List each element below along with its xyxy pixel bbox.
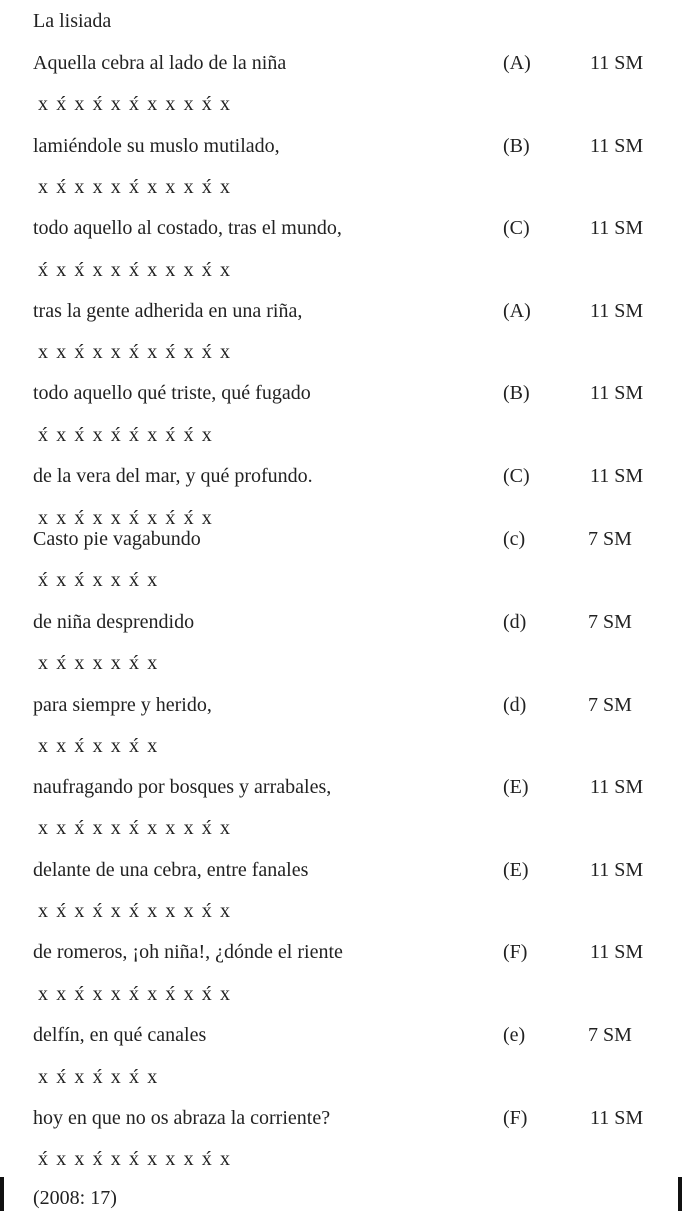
meter-label: 11 SM — [590, 135, 644, 157]
poem-title: La lisiada — [33, 10, 112, 32]
meter-label: 11 SM — [590, 300, 644, 322]
verse-line — [0, 463, 682, 489]
rhyme-label: (A) — [503, 300, 531, 322]
verse-text: todo aquello al costado, tras el mundo, — [33, 217, 342, 239]
verse-text: delfín, en qué canales — [33, 1024, 207, 1046]
rhyme-label: (F) — [503, 941, 528, 963]
verse-line — [0, 939, 682, 965]
rhyme-label: (d) — [503, 611, 527, 633]
verse-line — [0, 692, 682, 718]
verse-line — [0, 857, 682, 883]
scansion-pattern: x x́ x x x x́ x — [38, 652, 159, 674]
rhyme-label: (F) — [503, 1107, 528, 1129]
scansion-pattern: x x x́ x x x́ x x x x́ x — [38, 817, 232, 839]
rhyme-label: (E) — [503, 859, 529, 881]
scansion-pattern: x x x́ x x x́ x x́ x́ x — [38, 507, 214, 529]
verse-line — [0, 1105, 682, 1131]
verse-line — [0, 1022, 682, 1048]
rhyme-label: (C) — [503, 217, 530, 239]
scansion-pattern: x x́ x x́ x x́ x — [38, 1066, 159, 1088]
scansion-pattern: x x x́ x x x́ x x́ x x́ x — [38, 341, 232, 363]
meter-label: 7 SM — [588, 694, 632, 716]
scansion-pattern: x́ x x́ x x́ x́ x x́ x́ x — [38, 424, 214, 446]
verse-line — [0, 526, 682, 552]
scansion-pattern: x x́ x x́ x x́ x x x x́ x — [38, 93, 232, 115]
verse-text: tras la gente adherida en una riña, — [33, 300, 303, 322]
verse-line — [0, 774, 682, 800]
meter-label: 11 SM — [590, 52, 644, 74]
meter-label: 7 SM — [588, 1024, 632, 1046]
verse-text: delante de una cebra, entre fanales — [33, 859, 309, 881]
verse-text: de romeros, ¡oh niña!, ¿dónde el riente — [33, 941, 343, 963]
rhyme-label: (d) — [503, 694, 527, 716]
verse-text: para siempre y herido, — [33, 694, 212, 716]
left-margin-bar — [0, 1177, 4, 1211]
rhyme-label: (A) — [503, 52, 531, 74]
verse-line — [0, 298, 682, 324]
meter-label: 11 SM — [590, 217, 644, 239]
meter-label: 11 SM — [590, 941, 644, 963]
right-margin-bar — [678, 1177, 682, 1211]
meter-label: 11 SM — [590, 465, 644, 487]
verse-line — [0, 380, 682, 406]
verse-text: hoy en que no os abraza la corriente? — [33, 1107, 331, 1129]
verse-text: Casto pie vagabundo — [33, 528, 201, 550]
verse-text: naufragando por bosques y arrabales, — [33, 776, 332, 798]
verse-line — [0, 133, 682, 159]
verse-text: de la vera del mar, y qué profundo. — [33, 465, 313, 487]
meter-label: 11 SM — [590, 1107, 644, 1129]
scansion-pattern: x x́ x x́ x x́ x x x x́ x — [38, 900, 232, 922]
verse-text: todo aquello qué triste, qué fugado — [33, 382, 311, 404]
verse-text: Aquella cebra al lado de la niña — [33, 52, 287, 74]
meter-label: 11 SM — [590, 859, 644, 881]
citation: (2008: 17) — [33, 1187, 117, 1209]
meter-label: 7 SM — [588, 611, 632, 633]
rhyme-label: (B) — [503, 135, 530, 157]
scansion-pattern: x x́ x x x x́ x x x x́ x — [38, 176, 232, 198]
verse-line — [0, 50, 682, 76]
rhyme-label: (e) — [503, 1024, 526, 1046]
verse-line — [0, 609, 682, 635]
meter-label: 11 SM — [590, 382, 644, 404]
meter-label: 11 SM — [590, 776, 644, 798]
meter-label: 7 SM — [588, 528, 632, 550]
verse-text: lamiéndole su muslo mutilado, — [33, 135, 280, 157]
rhyme-label: (E) — [503, 776, 529, 798]
rhyme-label: (C) — [503, 465, 530, 487]
scansion-pattern: x́ x x́ x x x́ x — [38, 569, 159, 591]
scansion-pattern: x x x́ x x x́ x — [38, 735, 159, 757]
scansion-pattern: x x x́ x x x́ x x́ x x́ x — [38, 983, 232, 1005]
rhyme-label: (B) — [503, 382, 530, 404]
verse-line — [0, 215, 682, 241]
verse-text: de niña desprendido — [33, 611, 195, 633]
rhyme-label: (c) — [503, 528, 526, 550]
scansion-pattern: x́ x x́ x x x́ x x x x́ x — [38, 259, 232, 281]
scansion-pattern: x́ x x x́ x x́ x x x x́ x — [38, 1148, 232, 1170]
